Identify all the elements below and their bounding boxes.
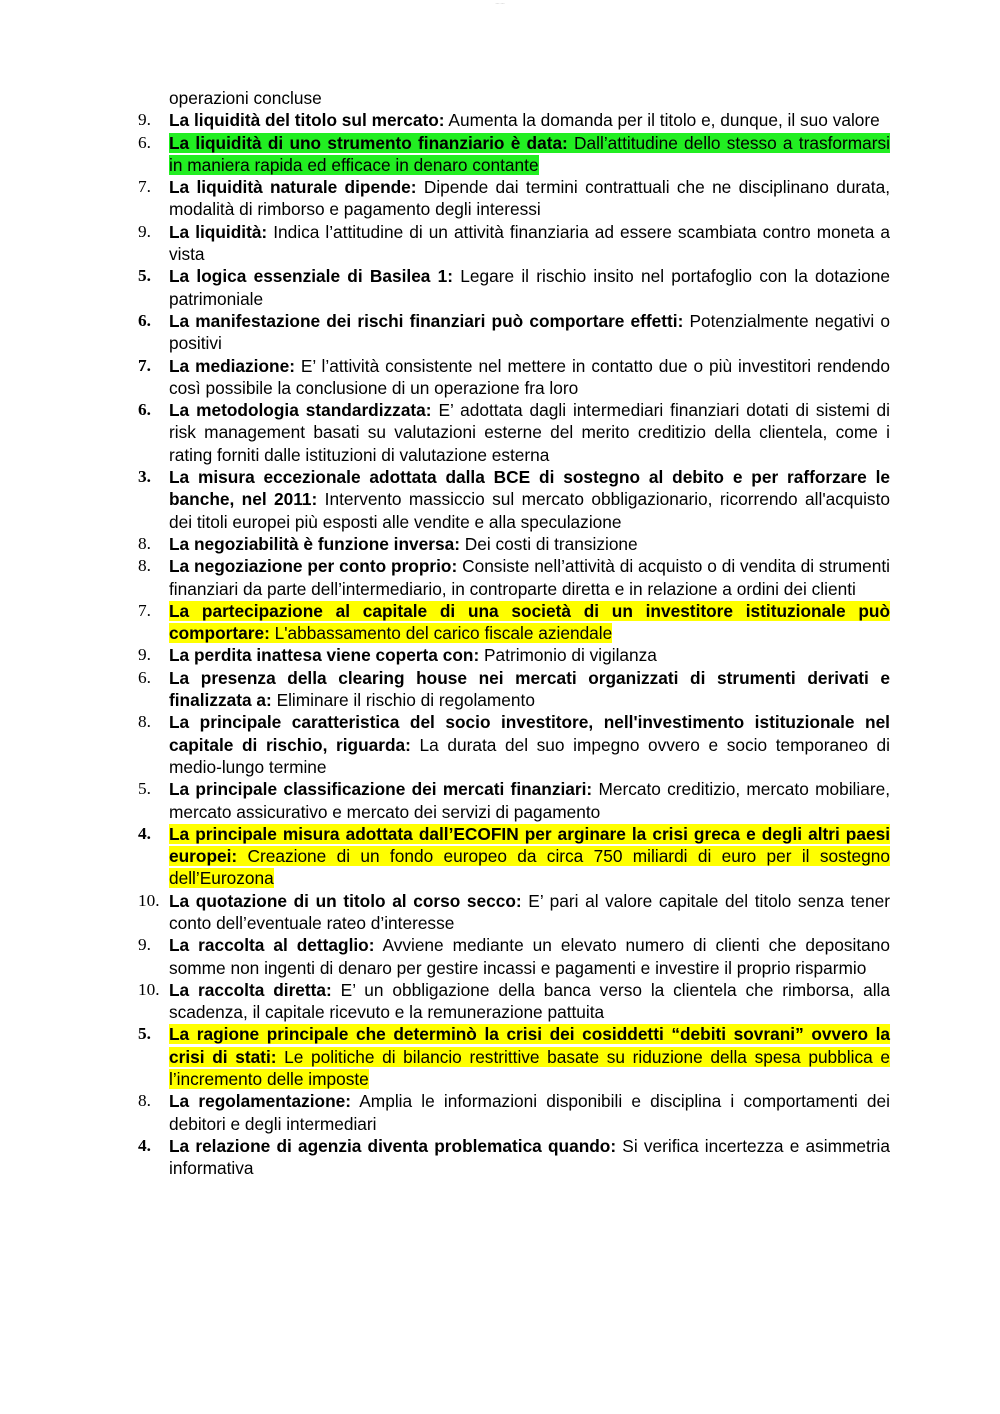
- entry-answer: Amplia le informazioni disponibili e disciplina i comportamenti dei debitori e degli intermediari: [169, 1091, 890, 1134]
- entry-question: La ragione principale che determinò la crisi dei cosiddetti “debiti sovrani” ovvero la crisi di stati:: [169, 1024, 890, 1067]
- qa-entry: [138, 890, 890, 935]
- qa-entry: [138, 265, 890, 310]
- entry-answer: Potenzialmente negativi o positivi: [169, 310, 891, 354]
- qa-entry: [138, 1090, 890, 1135]
- entry-answer: Consiste nell’attività di acquisto o di vendita di strumenti finanziari da parte dell’intermediario, in contropartе diretta e in relazione a ordini dei clienti: [169, 556, 890, 599]
- entry-question: La principale misura adottata dall’ECOFIN per arginare la crisi greca e degli altri paesi europei:: [169, 823, 890, 867]
- entry-question: La liquidità di uno strumento finanziario è data:: [169, 132, 568, 153]
- entry-question: La regolamentazione:: [169, 1091, 352, 1112]
- entry-question: La partecipazione al capitale di una società di un investitore istituzionale può comportare:: [169, 600, 890, 644]
- entry-question: La manifestazione dei rischi finanziari può comportare effetti:: [169, 310, 684, 331]
- qa-entry: [138, 132, 890, 177]
- entry-number: 9.: [138, 935, 151, 955]
- continuation-text: operazioni concluse: [169, 88, 322, 108]
- qa-entry: [138, 310, 890, 355]
- entry-number: 5.: [138, 779, 151, 799]
- qa-entry: [138, 176, 890, 221]
- entry-answer: Mercato creditizio, mercato mobiliare, mercato assicurativo e mercato dei servizi di pagamento: [169, 779, 891, 822]
- qa-entry: [138, 399, 890, 466]
- qa-entry: [138, 667, 890, 712]
- entry-answer: E’ adottata dagli intermediari finanziari dotati di sistemi di risk management basati su valutazioni esterne del merito creditizio della clientela, come i rating forniti dalle istituzioni di valutazione esterna: [169, 400, 890, 465]
- qa-list: [138, 109, 890, 1179]
- entry-answer: Intervento massiccio sul mercato obbligazionario, ricorrendo all'acquisto dei titoli europei più esposti alle vendite e alla speculazione: [169, 489, 890, 532]
- entry-question: La negoziazione per conto proprio:: [169, 556, 458, 577]
- entry-number: 10.: [138, 890, 160, 910]
- qa-entry: [138, 1023, 890, 1090]
- qa-entry: [138, 644, 890, 666]
- qa-entry: [138, 1135, 890, 1180]
- entry-question: La raccolta diretta:: [169, 979, 332, 1000]
- entry-answer: Patrimonio di vigilanza: [479, 645, 657, 666]
- entry-answer: Aumenta la domanda per il titolo e, dunque, il suo valore: [444, 110, 880, 131]
- entry-question: La raccolta al dettaglio:: [169, 935, 375, 956]
- entry-answer: Dei costi di transizione: [459, 533, 638, 554]
- entry-number: 6.: [138, 310, 151, 330]
- entry-question: La metodologia standardizzata:: [169, 400, 432, 421]
- qa-entry: [138, 466, 890, 533]
- entry-answer: Le politiche di bilancio restrittive basate su riduzione della spesa pubblica e l’incremento delle imposte: [169, 1046, 890, 1090]
- qa-entry: [138, 823, 890, 890]
- entry-answer: Indica l’attitudine di un attività finanziaria ad essere scambiata contro moneta a vista: [169, 221, 890, 265]
- entry-answer: Creazione di un fondo europeo da circa 750 miliardi di euro per il sostegno dell’Eurozona: [169, 846, 890, 889]
- entry-number: 8.: [138, 556, 151, 576]
- entry-question: La relazione di agenzia diventa problematica quando:: [169, 1135, 617, 1156]
- entry-number: 7.: [138, 177, 151, 197]
- qa-entry: [138, 533, 890, 555]
- entry-question: La principale caratteristica del socio investitore, nell'investimento istituzionale nel capitale di rischio, riguarda:: [169, 712, 890, 755]
- entry-number: 8.: [138, 712, 151, 732]
- entry-answer: L'abbassamento del carico fiscale aziendale: [269, 623, 613, 644]
- entry-number: 4.: [138, 1135, 151, 1155]
- qa-entry: [138, 711, 890, 778]
- entry-question: La misura eccezionale adottata dalla BCE di sostegno al debito e per rafforzare le banche, nel 2011:: [169, 467, 890, 510]
- entry-number: 8.: [138, 1091, 151, 1111]
- entry-number: 10.: [138, 979, 160, 999]
- entry-number: 9.: [138, 221, 151, 241]
- document-page: [138, 87, 890, 1180]
- entry-question: La liquidità naturale dipende:: [169, 177, 417, 198]
- page-header-mark: --- ---: [495, 0, 505, 5]
- qa-entry: [138, 555, 890, 600]
- qa-entry: [138, 355, 890, 400]
- entry-number: 9.: [138, 110, 151, 130]
- entry-number: 6.: [138, 400, 151, 420]
- qa-entry: [138, 600, 890, 645]
- entry-question: La perdita inattesa viene coperta con:: [169, 645, 480, 666]
- entry-number: 8.: [138, 533, 151, 553]
- entry-answer: Eliminare il rischio di regolamento: [271, 690, 535, 711]
- qa-entry: [138, 778, 890, 823]
- entry-answer: E’ l’attività consistente nel mettere in contatto due o più investitori rendendo così possibile la conclusione di un operazione fra loro: [169, 355, 890, 398]
- entry-question: La mediazione:: [169, 355, 295, 376]
- entry-question: La liquidità del titolo sul mercato:: [169, 110, 445, 131]
- entry-question: La presenza della clearing house nei mercati organizzati di strumenti derivati e finalizzata a:: [169, 667, 890, 711]
- entry-question: La logica essenziale di Basilea 1:: [169, 266, 454, 287]
- entry-question: La principale classificazione dei mercati finanziari:: [169, 779, 593, 800]
- entry-number: 3.: [138, 467, 151, 487]
- entry-number: 7.: [138, 600, 151, 620]
- qa-entry: [138, 979, 890, 1024]
- entry-answer: Dall’attitudine dello stesso a trasformarsi in maniera rapida ed efficace in denaro contante: [169, 132, 890, 175]
- entry-number: 5.: [138, 1024, 151, 1044]
- entry-answer: Dipende dai termini contrattuali che ne disciplinano durata, modalità di rimborso e pagamento degli interessi: [169, 177, 891, 220]
- entry-answer: Si verifica incertezza e asimmetria informativa: [169, 1135, 891, 1179]
- qa-entry: [138, 934, 890, 979]
- entry-answer: E’ pari al valore capitale del titolo senza tener conto dell’eventuale rateo d’interesse: [169, 890, 890, 933]
- entry-number: 7.: [138, 355, 151, 375]
- entry-number: 9.: [138, 645, 151, 665]
- entry-number: 4.: [138, 823, 151, 843]
- entry-number: 6.: [138, 667, 151, 687]
- entry-question: La liquidità:: [169, 221, 268, 242]
- entry-number: 6.: [138, 132, 151, 152]
- entry-number: 5.: [138, 266, 151, 286]
- qa-entry: [138, 109, 890, 131]
- entry-question: La quotazione di un titolo al corso secco:: [169, 890, 522, 911]
- entry-answer: La durata del suo impegno ovvero e socio temporaneo di medio-lungo termine: [169, 734, 890, 777]
- entry-answer: E’ un obbligazione della banca verso la clientela che rimborsa, alla scadenza, il capitale ricevuto e la remunerazione pattuita: [169, 979, 890, 1023]
- entry-question: La negoziabilità è funzione inversa:: [169, 533, 460, 554]
- qa-entry: [138, 221, 890, 266]
- entry-answer: Legare il rischio insito nel portafoglio con la dotazione patrimoniale: [169, 266, 890, 309]
- entry-answer: Avviene mediante un elevato numero di clienti che depositano somme non ingenti di denaro per gestire incassi e pagamenti e investire il proprio risparmio: [169, 935, 890, 978]
